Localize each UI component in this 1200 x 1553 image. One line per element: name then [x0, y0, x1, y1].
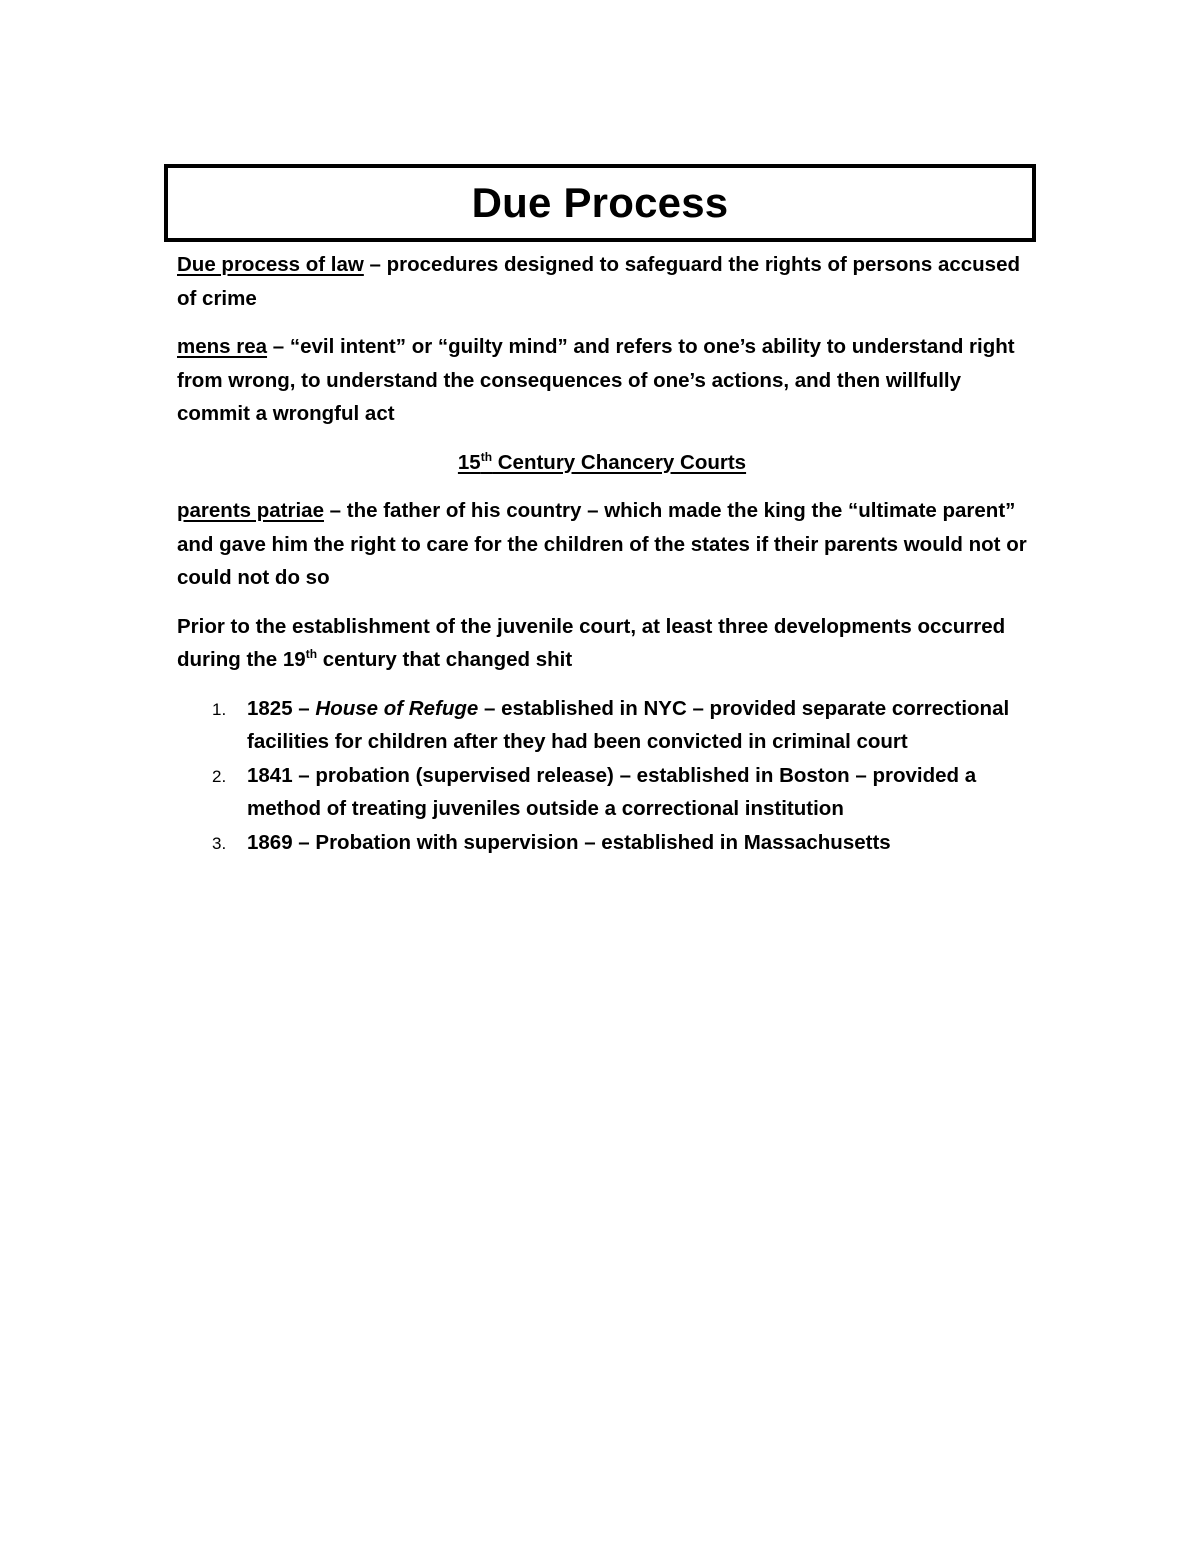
list-item-italic: House of Refuge: [315, 696, 479, 720]
term-mens-rea: mens rea: [177, 335, 268, 358]
developments-list: [177, 692, 1027, 860]
list-item-text: – established in NYC – provided separate correctional facilities for children after they had been convicted in criminal court: [247, 696, 1010, 753]
list-marker: 2.: [212, 766, 227, 786]
definition-parens-patriae: [177, 494, 1027, 595]
term-due-process: Due process of law: [177, 253, 364, 276]
definition-parens-patriae-text: – the father of his country – which made the king the “ultimate parent” and gave him the right to care for the children of the states if their parents would not or could not do so: [177, 499, 1027, 589]
list-item: [177, 692, 1027, 759]
definition-due-process: [177, 248, 1027, 315]
term-parens-patriae: parents patriae: [177, 499, 324, 522]
definition-mens-rea: [177, 330, 1027, 431]
list-item-text: 1869 – Probation with supervision – established in Massachusetts: [247, 830, 891, 854]
list-item-text: 1841 – probation (supervised release) – established in Boston – provided a method of treating juveniles outside a correctional institution: [247, 763, 977, 820]
list-marker: 3.: [212, 833, 227, 853]
intro-after: century that changed shit: [317, 648, 573, 671]
intro-ordinal: th: [305, 647, 318, 662]
list-item: [177, 759, 1027, 826]
title-box: [164, 164, 1036, 242]
document-body: [177, 248, 1027, 859]
section-heading: [177, 446, 1027, 480]
page-title: Due Process: [471, 179, 729, 226]
list-marker: 1.: [212, 699, 227, 719]
intro-before: Prior to the establishment of the juvenile court, at least three developments occurred during the 19: [177, 614, 1006, 671]
section-heading-text: Century Chancery Courts: [492, 450, 747, 474]
list-item-year: 1825 –: [247, 696, 316, 720]
definition-mens-rea-text: – “evil intent” or “guilty mind” and refers to one’s ability to understand right from wrong, to understand the consequences of one’s actions, and then willfully commit a wrongful act: [177, 335, 1015, 425]
section-heading-number: 15: [457, 450, 481, 474]
intro-paragraph: [177, 610, 1027, 677]
list-item: [177, 826, 1027, 860]
definition-due-process-text: – procedures designed to safeguard the rights of persons accused of crime: [177, 253, 1021, 310]
section-heading-ordinal: th: [480, 449, 493, 464]
